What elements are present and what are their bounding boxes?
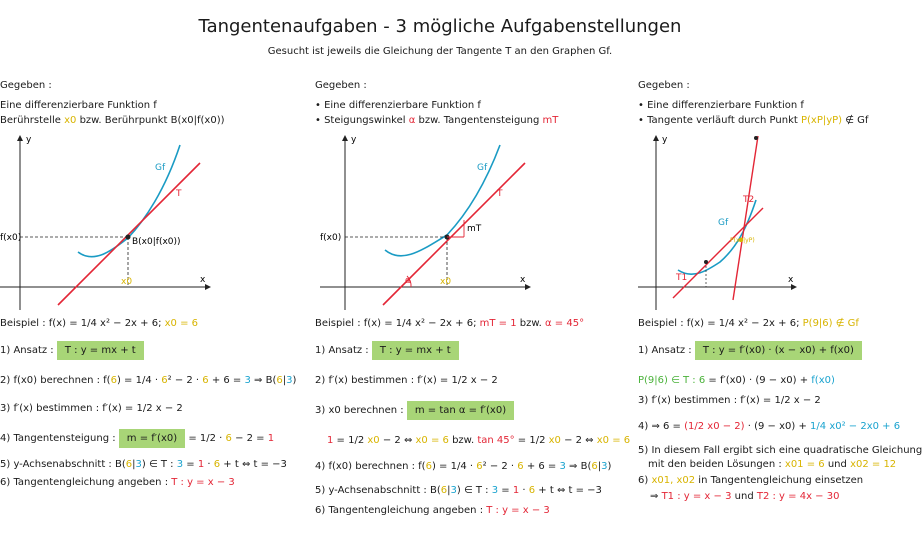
step-1-ansatz: 1) Ansatz : T : y = mx + t <box>315 344 459 357</box>
graph-3 <box>638 130 808 315</box>
step-5-intercept: 5) y-Achsenabschnitt : B(6|3) ∈ T : 3 = 1 · 6 + t ⇔ t = −3 <box>0 459 287 470</box>
step-6-equations: ⇒ T1 : y = x − 3 und T2 : y = 4x − 30 <box>650 491 840 502</box>
label-t2: T2 <box>743 195 755 205</box>
given-touch-point: Berührstelle x0 bzw. Berührpunkt B(x0|f(x0)) <box>0 115 225 126</box>
label-fx0: f(x0) <box>320 233 342 243</box>
given-header: Gegeben : <box>638 80 690 91</box>
label-fx0: f(x0) <box>0 233 22 243</box>
label-gf: Gf <box>477 163 488 173</box>
given-function: • Eine differenzierbare Funktion f <box>638 100 804 111</box>
y-axis-label: y <box>662 135 668 145</box>
tangent-t2 <box>733 136 758 300</box>
step-5-quadratic: 5) In diesem Fall ergibt sich eine quadratische Gleichung <box>638 445 922 456</box>
step-2-fx0: 2) f(x0) berechnen : f(6) = 1/4 · 6² − 2 · 6 + 6 = 3 ⇒ B(6|3) <box>0 375 297 386</box>
example-1: Beispiel : f(x) = 1/4 x² − 2x + 6; x0 = 6 <box>0 318 199 329</box>
label-alpha: α <box>405 276 411 286</box>
column-external-point <box>638 80 922 530</box>
label-t: T <box>497 189 503 199</box>
label-t1: T1 <box>676 273 688 283</box>
given-header: Gegeben : <box>0 80 52 91</box>
step-4-slope: 4) Tangentensteigung : m = f′(x0) = 1/2 · 6 − 2 = 1 <box>0 432 274 445</box>
x-axis-label: x <box>788 275 794 285</box>
page-title: Tangentenaufgaben - 3 mögliche Aufgabenstellungen <box>198 16 682 37</box>
graph-gf <box>385 145 500 256</box>
label-point-b: B(x0|f(x0)) <box>132 237 181 247</box>
example-3: Beispiel : f(x) = 1/4 x² − 2x + 6; P(9|6) ∉ Gf <box>638 318 859 329</box>
label-gf: Gf <box>718 218 729 228</box>
column-beruehrstelle <box>0 80 300 530</box>
page-subtitle: Gesucht ist jeweils die Gleichung der Tangente T an den Graphen Gf. <box>267 46 613 57</box>
given-function: Eine differenzierbare Funktion f <box>0 100 157 111</box>
y-axis-label: y <box>26 135 32 145</box>
step-5-intercept: 5) y-Achsenabschnitt : B(6|3) ∈ T : 3 = 1 · 6 + t ⇔ t = −3 <box>315 485 602 496</box>
y-axis-label: y <box>351 135 357 145</box>
column-steigungswinkel <box>315 80 631 530</box>
step-6-equation: 6) Tangentengleichung angeben : T : y = x − 3 <box>315 505 550 516</box>
step-2-derivative: 2) f′(x) bestimmen : f′(x) = 1/2 x − 2 <box>315 375 498 386</box>
label-p: P(xP|yP) <box>730 237 755 244</box>
label-t: T <box>176 189 182 199</box>
graph-1 <box>0 130 220 315</box>
step-6-equation: 6) Tangentengleichung angeben : T : y = x − 3 <box>0 477 235 488</box>
label-x0: x0 <box>440 277 452 287</box>
step-3-solution: 1 = 1/2 x0 − 2 ⇔ x0 = 6 bzw. tan 45° = 1/2 x0 − 2 ⇔ x0 = 6 <box>327 435 631 446</box>
step-6-insert: 6) x01, x02 in Tangentengleichung einsetzen <box>638 475 864 486</box>
example-2: Beispiel : f(x) = 1/4 x² − 2x + 6; mT = 1 bzw. α = 45° <box>315 318 585 329</box>
step-4-fx0: 4) f(x0) berechnen : f(6) = 1/4 · 6² − 2 · 6 + 6 = 3 ⇒ B(6|3) <box>315 461 612 472</box>
step-2-point: P(9|6) ∈ T : 6 = f′(x0) · (9 − x0) + f(x0) <box>638 375 835 386</box>
graph-2 <box>315 130 540 315</box>
given-slope: • Steigungswinkel α bzw. Tangentensteigung mT <box>315 115 559 126</box>
step-1-ansatz: 1) Ansatz : T : y = f′(x0) · (x − x0) + f(x0) <box>638 344 862 357</box>
step-5-solutions: mit den beiden Lösungen : x01 = 6 und x02 = 12 <box>648 459 897 470</box>
step-3-derivative: 3) f′(x) bestimmen : f′(x) = 1/2 x − 2 <box>0 403 183 414</box>
given-header: Gegeben : <box>315 80 367 91</box>
touch-point-2 <box>754 136 758 140</box>
label-gf: Gf <box>155 163 166 173</box>
label-x0: x0 <box>121 277 133 287</box>
point-b <box>126 235 131 240</box>
step-3-x0: 3) x0 berechnen : m = tan α = f′(x0) <box>315 404 514 417</box>
step-1-ansatz: 1) Ansatz : T : y = mx + t <box>0 344 144 357</box>
step-3-derivative: 3) f′(x) bestimmen : f′(x) = 1/2 x − 2 <box>638 395 821 406</box>
given-function: • Eine differenzierbare Funktion f <box>315 100 481 111</box>
label-mt: mT <box>467 224 482 234</box>
x-axis-label: x <box>520 275 526 285</box>
x-axis-label: x <box>200 275 206 285</box>
given-point: • Tangente verläuft durch Punkt P(xP|yP) ∉ Gf <box>638 115 869 126</box>
step-4-substitute: 4) ⇒ 6 = (1/2 x0 − 2) · (9 − x0) + 1/4 x0² − 2x0 + 6 <box>638 421 901 432</box>
